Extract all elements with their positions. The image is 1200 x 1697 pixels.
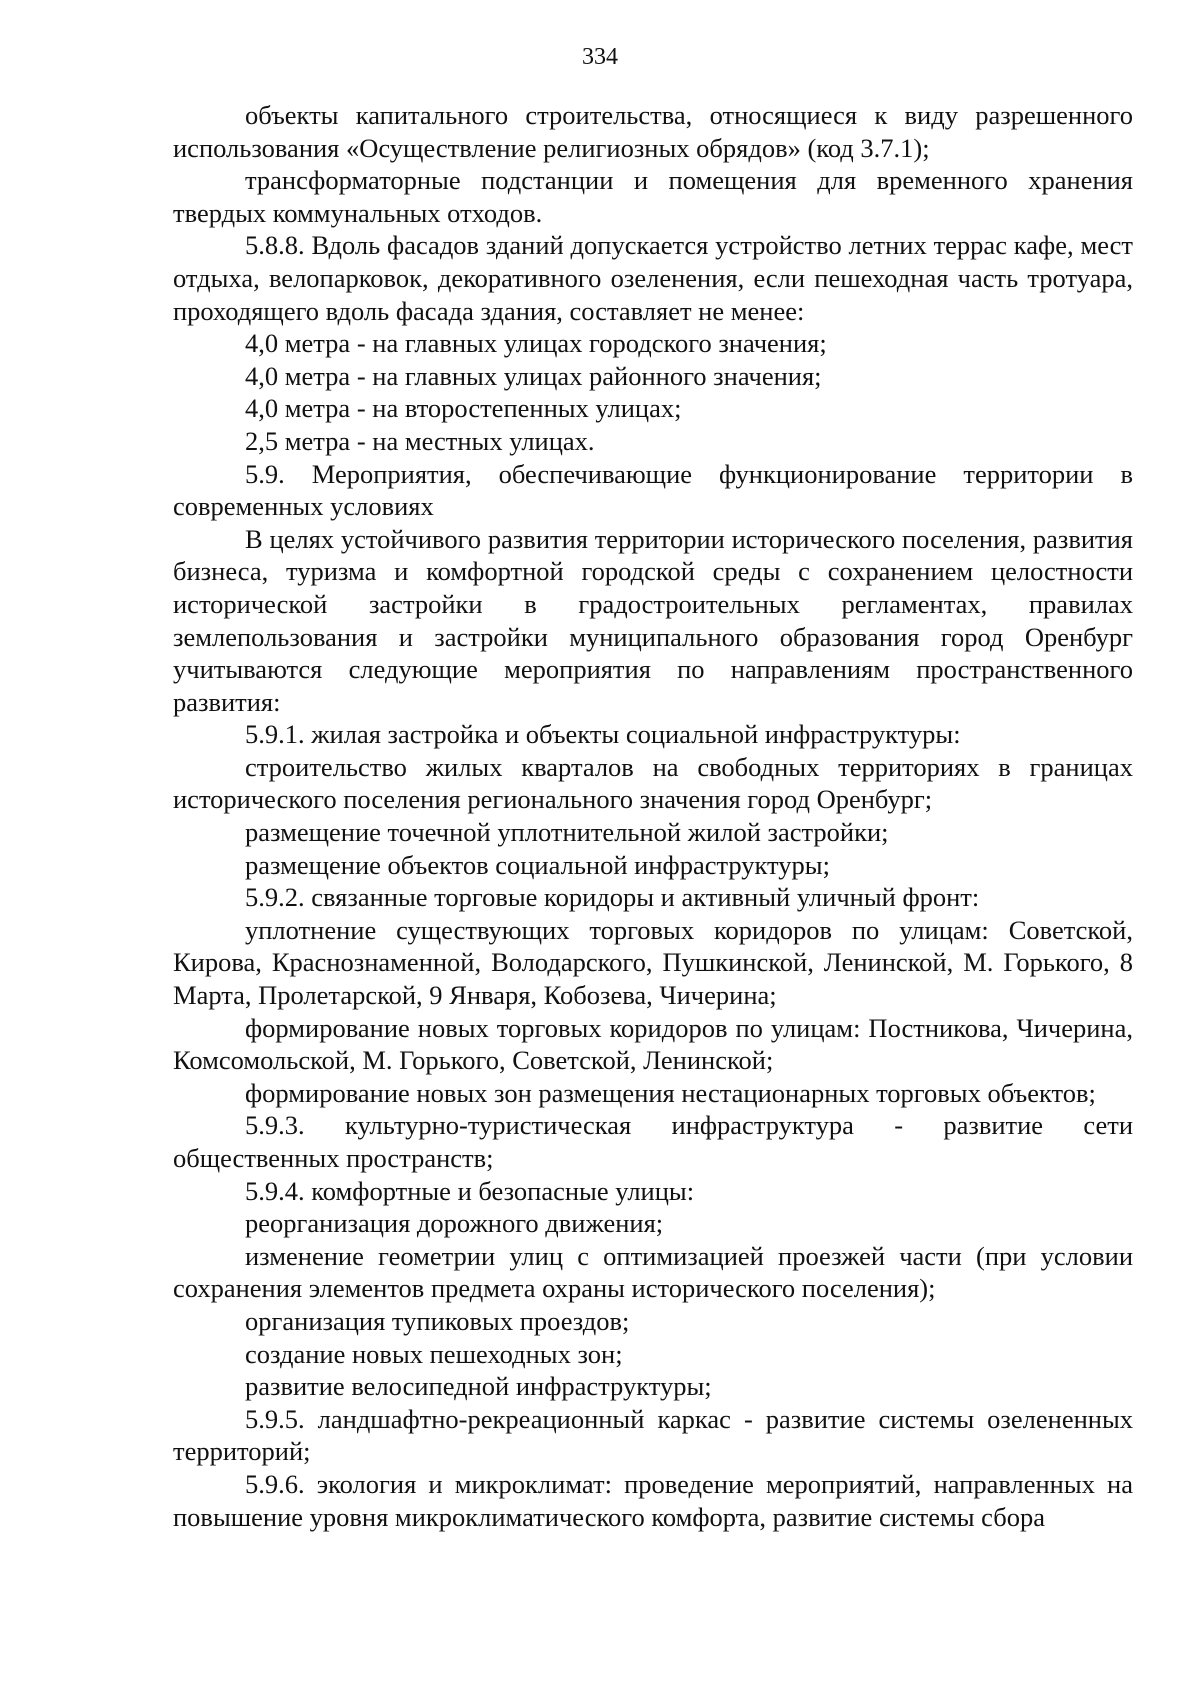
paragraph: 5.9.6. экология и микроклимат: проведение мероприятий, направленных на повышение уровня микроклиматического комфорта, развитие системы сбора	[173, 1468, 1133, 1532]
paragraph: изменение геометрии улиц с оптимизацией проезжей части (при условии сохранения элементов предмета охраны исторического поселения);	[173, 1240, 1133, 1304]
paragraph: размещение точечной уплотнительной жилой застройки;	[245, 817, 889, 848]
paragraph: объекты капитального строительства, относящиеся к виду разрешенного использования «Осуществление религиозных обрядов» (код 3.7.1);	[173, 100, 1133, 163]
paragraph: В целях устойчивого развития территории исторического поселения, развития бизнеса, туризма и комфортной городской среды с сохранением целостности исторической застройки в градостроительных регламентах, правилах землепользования и застройки муниципального образования город Оренбург учитываются следующие мероприятия по направлениям пространственного развития:	[173, 523, 1133, 717]
paragraph: трансформаторные подстанции и помещения для временного хранения твердых коммунальных отходов.	[173, 165, 1133, 228]
paragraph: создание новых пешеходных зон;	[245, 1338, 623, 1369]
paragraph: формирование новых торговых коридоров по улицам: Постникова, Чичерина, Комсомольской, М. Горького, Советской, Ленинской;	[173, 1012, 1133, 1076]
paragraph: 4,0 метра - на второстепенных улицах;	[245, 393, 682, 424]
paragraph: развитие велосипедной инфраструктуры;	[245, 1371, 712, 1402]
paragraph: размещение объектов социальной инфраструктуры;	[245, 849, 830, 880]
document-body	[173, 99, 1133, 1533]
paragraph: 4,0 метра - на главных улицах городского значения;	[245, 328, 827, 359]
paragraph: 5.9.1. жилая застройка и объекты социальной инфраструктуры:	[245, 719, 961, 750]
section-heading: 5.9. Мероприятия, обеспечивающие функционирование территории в современных условиях	[173, 458, 1133, 522]
paragraph: 5.8.8. Вдоль фасадов зданий допускается устройство летних террас кафе, мест отдыха, велопарковок, декоративного озеленения, если пешеходная часть тротуара, проходящего вдоль фасада здания, составляет не менее:	[173, 230, 1133, 326]
paragraph: уплотнение существующих торговых коридоров по улицам: Советской, Кирова, Краснознаменной, Володарского, Пушкинской, Ленинской, М. Горького, 8 Марта, Пролетарской, 9 Января, Кобозева, Чичерина;	[173, 914, 1133, 1011]
paragraph: строительство жилых кварталов на свободных территориях в границах исторического поселения регионального значения город Оренбург;	[173, 751, 1133, 815]
paragraph: реорганизация дорожного движения;	[245, 1208, 664, 1239]
paragraph: формирование новых зон размещения нестационарных торговых объектов;	[245, 1077, 1096, 1108]
paragraph: 5.9.3. культурно-туристическая инфраструктура - развитие сети общественных пространств;	[173, 1110, 1133, 1173]
paragraph: организация тупиковых проездов;	[245, 1305, 630, 1336]
paragraph: 4,0 метра - на главных улицах районного значения;	[245, 360, 822, 391]
paragraph: 5.9.5. ландшафтно-рекреационный каркас - развитие системы озелененных территорий;	[173, 1403, 1133, 1467]
paragraph: 5.9.2. связанные торговые коридоры и активный уличный фронт:	[245, 882, 980, 913]
page-number: 334	[582, 44, 618, 70]
paragraph: 5.9.4. комфортные и безопасные улицы:	[245, 1175, 695, 1206]
paragraph: 2,5 метра - на местных улицах.	[245, 425, 595, 456]
